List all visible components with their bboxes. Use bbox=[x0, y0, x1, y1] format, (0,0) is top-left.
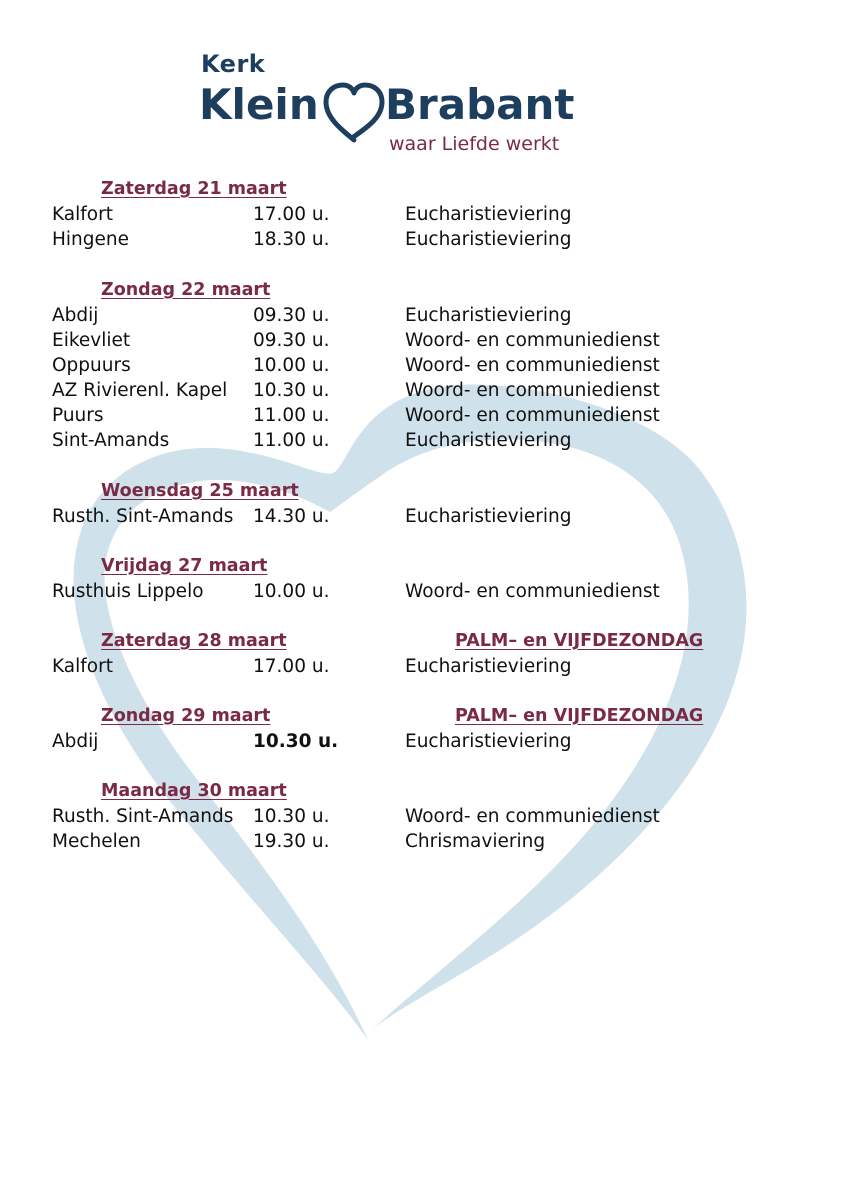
service: Eucharistieviering bbox=[405, 506, 572, 527]
service: Eucharistieviering bbox=[405, 305, 572, 326]
service: Woord- en communiedienst bbox=[405, 806, 660, 827]
logo-word-right: Brabant bbox=[385, 80, 575, 129]
day-note: PALM– en VIJFDEZONDAG bbox=[455, 706, 704, 726]
day-title: Maandag 30 maart bbox=[101, 781, 287, 801]
day-title: Zaterdag 21 maart bbox=[101, 179, 287, 199]
time: 11.00 u. bbox=[253, 405, 330, 426]
place: Kalfort bbox=[52, 656, 113, 677]
place: AZ Rivierenl. Kapel bbox=[52, 380, 228, 401]
time: 10.30 u. bbox=[253, 380, 330, 401]
time: 10.30 u. bbox=[253, 806, 330, 827]
time: 09.30 u. bbox=[253, 305, 330, 326]
day-title: Zondag 29 maart bbox=[101, 706, 271, 726]
service: Woord- en communiedienst bbox=[405, 330, 660, 351]
time: 11.00 u. bbox=[253, 430, 330, 451]
heart-icon bbox=[322, 82, 386, 144]
service: Eucharistieviering bbox=[405, 229, 572, 250]
service: Woord- en communiedienst bbox=[405, 380, 660, 401]
day-title: Woensdag 25 maart bbox=[101, 481, 299, 501]
time: 10.30 u. bbox=[253, 731, 339, 752]
day-note: PALM– en VIJFDEZONDAG bbox=[455, 631, 704, 651]
logo-tagline: waar Liefde werkt bbox=[389, 133, 560, 155]
place: Rusth. Sint-Amands bbox=[52, 806, 234, 827]
time: 18.30 u. bbox=[253, 229, 330, 250]
place: Eikevliet bbox=[52, 330, 131, 351]
place: Rusth. Sint-Amands bbox=[52, 506, 234, 527]
service: Chrismaviering bbox=[405, 831, 546, 852]
day-title: Zaterdag 28 maart bbox=[101, 631, 287, 651]
service: Woord- en communiedienst bbox=[405, 581, 660, 602]
service: Eucharistieviering bbox=[405, 204, 572, 225]
place: Oppuurs bbox=[52, 355, 131, 376]
place: Mechelen bbox=[52, 831, 141, 852]
time: 17.00 u. bbox=[253, 204, 330, 225]
place: Abdij bbox=[52, 731, 99, 752]
time: 10.00 u. bbox=[253, 355, 330, 376]
day-title: Zondag 22 maart bbox=[101, 280, 271, 300]
service: Eucharistieviering bbox=[405, 731, 572, 752]
place: Puurs bbox=[52, 405, 104, 426]
service: Eucharistieviering bbox=[405, 656, 572, 677]
place: Kalfort bbox=[52, 204, 113, 225]
logo-line1: Kerk bbox=[201, 50, 266, 78]
time: 10.00 u. bbox=[253, 581, 330, 602]
time: 19.30 u. bbox=[253, 831, 330, 852]
service: Eucharistieviering bbox=[405, 430, 572, 451]
time: 17.00 u. bbox=[253, 656, 330, 677]
service: Woord- en communiedienst bbox=[405, 405, 660, 426]
time: 14.30 u. bbox=[253, 506, 330, 527]
time: 09.30 u. bbox=[253, 330, 330, 351]
place: Sint-Amands bbox=[52, 430, 170, 451]
service: Woord- en communiedienst bbox=[405, 355, 660, 376]
logo-word-left: Klein bbox=[199, 80, 319, 129]
place: Rusthuis Lippelo bbox=[52, 581, 204, 602]
day-title: Vrijdag 27 maart bbox=[101, 556, 268, 576]
place: Abdij bbox=[52, 305, 99, 326]
logo bbox=[0, 0, 848, 170]
place: Hingene bbox=[52, 229, 130, 250]
